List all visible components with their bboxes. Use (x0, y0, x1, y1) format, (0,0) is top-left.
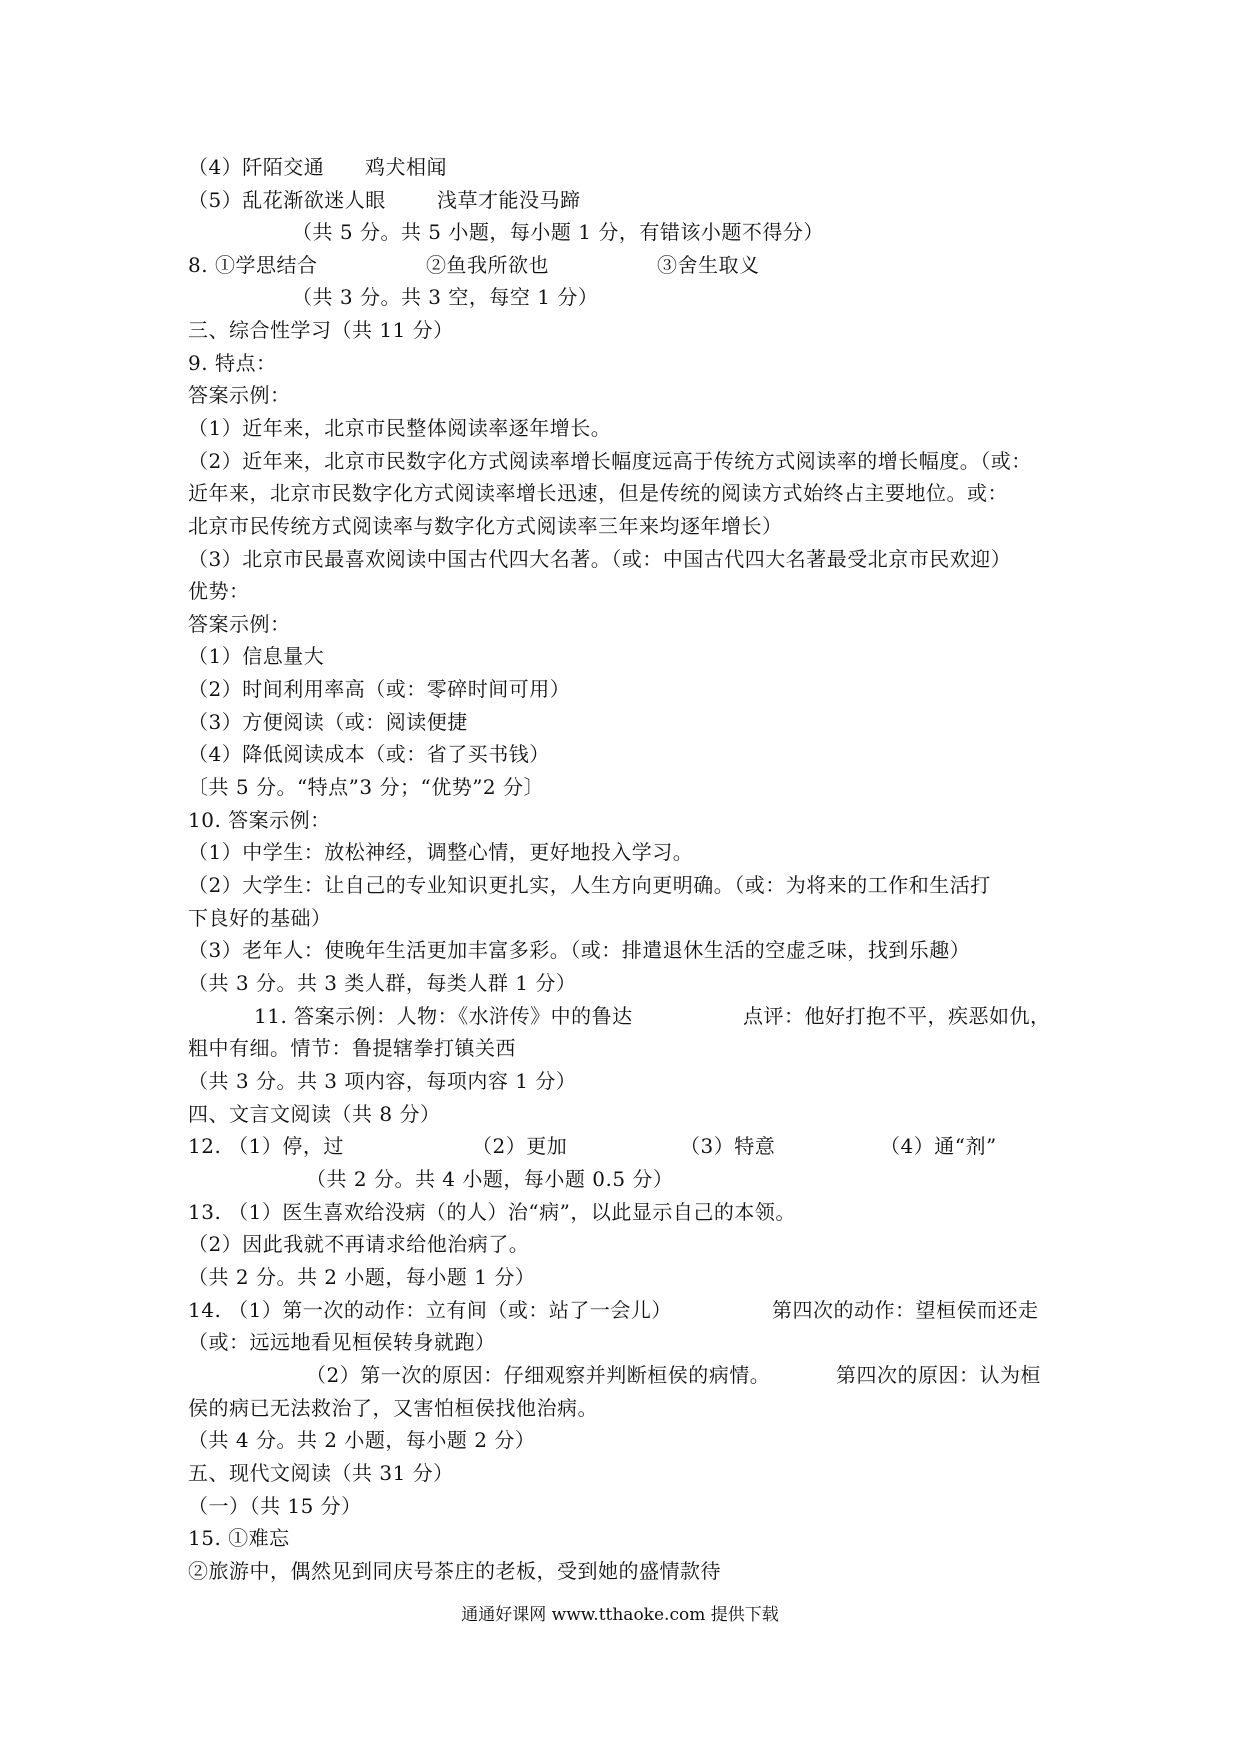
text-line: （2）近年来，北京市民数字化方式阅读率增长幅度远高于传统方式阅读率的增长幅度。（或： (188, 449, 1032, 473)
text-line: （共 5 分。共 5 小题，每小题 1 分，有错该小题不得分） (292, 220, 824, 244)
text-line: 北京市民传统方式阅读率与数字化方式阅读率三年来均逐年增长） (188, 514, 783, 538)
text-line: 优势： (188, 579, 250, 603)
text-line: 点评：他好打抱不平，疾恶如仇， (743, 1004, 1051, 1028)
text-line: （共 4 分。共 2 小题，每小题 2 分） (188, 1428, 536, 1452)
text-line: 14. （1）第一次的动作：立有间（或：站了一会儿） (188, 1298, 672, 1322)
text-line: （4）阡陌交通 (188, 155, 325, 179)
text-line: （一）（共 15 分） (188, 1494, 362, 1518)
section-heading: 四、文言文阅读（共 8 分） (188, 1102, 441, 1126)
text-line: （2）因此我就不再请求给他治病了。 (188, 1232, 530, 1256)
text-line: （共 3 分。共 3 项内容，每项内容 1 分） (188, 1069, 577, 1093)
text-line: 侯的病已无法救治了，又害怕桓侯找他治病。 (188, 1396, 598, 1420)
text-line: （共 2 分。共 4 小题，每小题 0.5 分） (306, 1167, 674, 1191)
text-line: 第四次的动作：望桓侯而还走 (772, 1298, 1039, 1322)
text-line: 10. 答案示例： (188, 808, 331, 832)
text-line: （2）时间利用率高（或：零碎时间可用） (188, 677, 571, 701)
text-line: 答案示例： (188, 612, 291, 636)
section-heading: 三、综合性学习（共 11 分） (188, 318, 454, 342)
text-line: 鸡犬相闻 (365, 155, 447, 179)
text-line: 12. （1）停，过 (188, 1134, 344, 1158)
text-line: （共 3 分。共 3 空，每空 1 分） (292, 285, 599, 309)
text-line: 9. 特点： (188, 351, 277, 375)
text-line: 答案示例： (188, 383, 291, 407)
text-line: 15. ①难忘 (188, 1526, 290, 1550)
text-line: （或：远远地看见桓侯转身就跑） (188, 1330, 496, 1354)
text-line: 粗中有细。情节：鲁提辖拳打镇关西 (188, 1036, 516, 1060)
text-line: ③舍生取义 (657, 253, 760, 277)
text-line: （4）降低阅读成本（或：省了买书钱） (188, 742, 550, 766)
text-line: 下良好的基础） (188, 906, 332, 930)
text-line: ②鱼我所欲也 (426, 253, 549, 277)
text-line: 13. （1）医生喜欢给没病（的人）治“病”，以此显示自己的本领。 (188, 1200, 796, 1224)
text-line: （1）信息量大 (188, 644, 325, 668)
page-footer: 通通好课网 www.tthaoke.com 提供下载 (461, 1605, 779, 1625)
text-line: 〔共 5 分。“特点”3 分；“优势”2 分〕 (188, 775, 545, 799)
text-line: 11. 答案示例：人物：《水浒传》中的鲁达 (254, 1004, 633, 1028)
section-heading: 五、现代文阅读（共 31 分） (188, 1461, 454, 1485)
text-line: 近年来，北京市民数字化方式阅读率增长迅速，但是传统的阅读方式始终占主要地位。或： (188, 481, 1008, 505)
text-line: （1）近年来，北京市民整体阅读率逐年增长。 (188, 416, 612, 440)
text-line: （3）老年人：使晚年生活更加丰富多彩。（或：排遣退休生活的空虚乏味，找到乐趣） (188, 938, 971, 962)
text-line: 浅草才能没马蹄 (437, 188, 581, 212)
text-line: 8. ①学思结合 (188, 253, 318, 277)
text-line: （3）方便阅读（或：阅读便捷 (188, 710, 468, 734)
text-line: （4）通“剂” (880, 1134, 997, 1158)
text-line: 第四次的原因：认为桓 (836, 1363, 1041, 1387)
text-line: （2）更加 (472, 1134, 568, 1158)
text-line: （5）乱花渐欲迷人眼 (188, 188, 386, 212)
text-line: （3）北京市民最喜欢阅读中国古代四大名著。（或：中国古代四大名著最受北京市民欢迎） (188, 547, 1012, 571)
text-line: （2）第一次的原因：仔细观察并判断桓侯的病情。 (306, 1363, 771, 1387)
text-line: （3）特意 (680, 1134, 776, 1158)
text-line: （2）大学生：让自己的专业知识更扎实，人生方向更明确。（或：为将来的工作和生活打 (188, 873, 991, 897)
text-line: （共 2 分。共 2 小题，每小题 1 分） (188, 1265, 536, 1289)
text-line: （1）中学生：放松神经，调整心情，更好地投入学习。 (188, 840, 694, 864)
text-line: （共 3 分。共 3 类人群，每类人群 1 分） (188, 971, 577, 995)
text-line: ②旅游中，偶然见到同庆号茶庄的老板，受到她的盛情款待 (188, 1559, 721, 1583)
